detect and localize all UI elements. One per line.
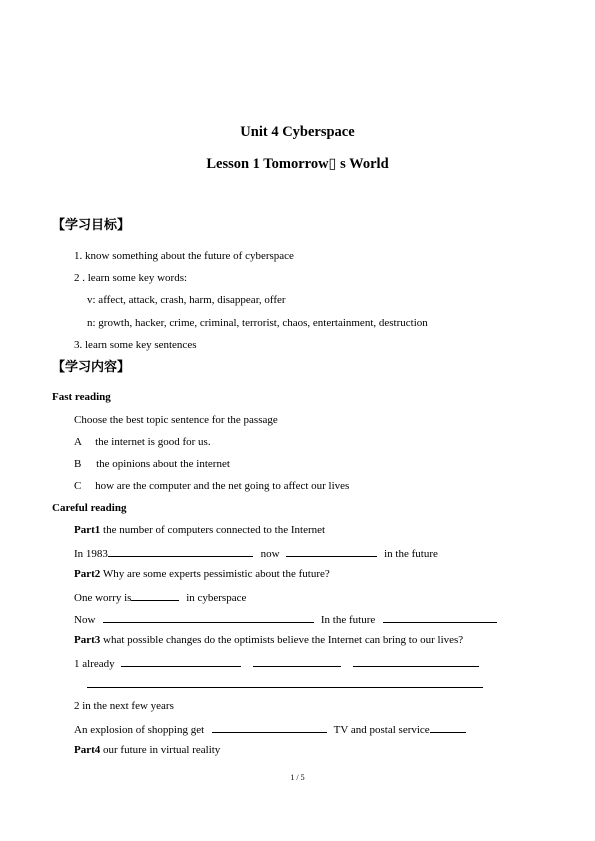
option-b xyxy=(74,458,230,471)
fast-reading-title: Fast reading xyxy=(52,391,111,403)
fill-label: An explosion of shopping get xyxy=(74,724,205,736)
part1-heading xyxy=(74,524,325,537)
lesson-title: Lesson 1 Tomorrow▯ s World xyxy=(206,156,389,172)
answer-blank[interactable] xyxy=(121,656,241,667)
answer-blank[interactable] xyxy=(212,722,327,733)
careful-reading-title: Careful reading xyxy=(52,502,127,514)
answer-blank[interactable] xyxy=(383,612,497,623)
option-letter: C xyxy=(74,480,82,492)
fill-label: In the future xyxy=(320,614,376,626)
fill-label: 1 already xyxy=(74,658,115,670)
part2-heading xyxy=(74,568,330,581)
answer-blank[interactable] xyxy=(353,656,479,667)
objective-item: 1. know something about the future of cyberspace xyxy=(74,250,294,262)
answer-blank[interactable] xyxy=(430,722,466,733)
part4-heading xyxy=(74,744,220,757)
objective-item: 2 . learn some key words: xyxy=(74,272,188,284)
answer-blank[interactable] xyxy=(87,687,483,688)
part-text: Why are some experts pessimistic about the future? xyxy=(100,568,330,580)
part-label: Part1 xyxy=(74,524,101,536)
option-letter: B xyxy=(74,458,82,470)
option-text: the internet is good for us. xyxy=(95,436,211,448)
part-label: Part3 xyxy=(74,634,101,646)
fill-label: in cyberspace xyxy=(186,592,247,604)
objective-item: n: growth, hacker, crime, criminal, terrorist, chaos, entertainment, destruction xyxy=(87,317,428,329)
answer-blank[interactable] xyxy=(286,546,377,557)
part-text: the number of computers connected to the Internet xyxy=(100,524,326,536)
answer-blank[interactable] xyxy=(108,546,253,557)
part-text: our future in virtual reality xyxy=(100,744,221,756)
option-text: how are the computer and the net going to affect our lives xyxy=(95,480,350,492)
part-text: what possible changes do the optimists believe the Internet can bring to our lives? xyxy=(100,634,464,646)
fast-reading-prompt: Choose the best topic sentence for the passage xyxy=(74,414,278,426)
content-heading: 【学习内容】 xyxy=(52,360,131,375)
objective-item: v: affect, attack, crash, harm, disappear, offer xyxy=(87,294,286,306)
part3-fill-line-2: 2 in the next few years xyxy=(74,700,174,712)
option-text: the opinions about the internet xyxy=(96,458,230,470)
part-label: Part4 xyxy=(74,744,101,756)
fill-label: now xyxy=(260,548,280,560)
fill-label: One worry is xyxy=(74,592,132,604)
part3-heading xyxy=(74,634,463,647)
option-letter: A xyxy=(74,436,82,448)
option-a xyxy=(74,436,211,449)
fill-label: TV and postal service xyxy=(333,724,430,736)
part3-fill-line-3 xyxy=(74,722,466,737)
fill-label: in the future xyxy=(384,548,438,560)
objectives-heading: 【学习目标】 xyxy=(52,218,131,233)
page-number: 1 / 5 xyxy=(290,773,305,782)
part2-fill-line-1 xyxy=(74,590,246,605)
answer-blank[interactable] xyxy=(253,656,341,667)
part1-fill-line xyxy=(74,546,438,561)
answer-blank[interactable] xyxy=(131,590,179,601)
part2-fill-line-2 xyxy=(74,612,497,627)
part3-fill-line-1 xyxy=(74,656,479,671)
fill-label: In 1983 xyxy=(74,548,108,560)
part-label: Part2 xyxy=(74,568,101,580)
option-c xyxy=(74,480,349,493)
fill-label: Now xyxy=(74,614,96,626)
unit-title: Unit 4 Cyberspace xyxy=(240,124,355,140)
objective-item: 3. learn some key sentences xyxy=(74,339,197,351)
answer-blank[interactable] xyxy=(103,612,314,623)
